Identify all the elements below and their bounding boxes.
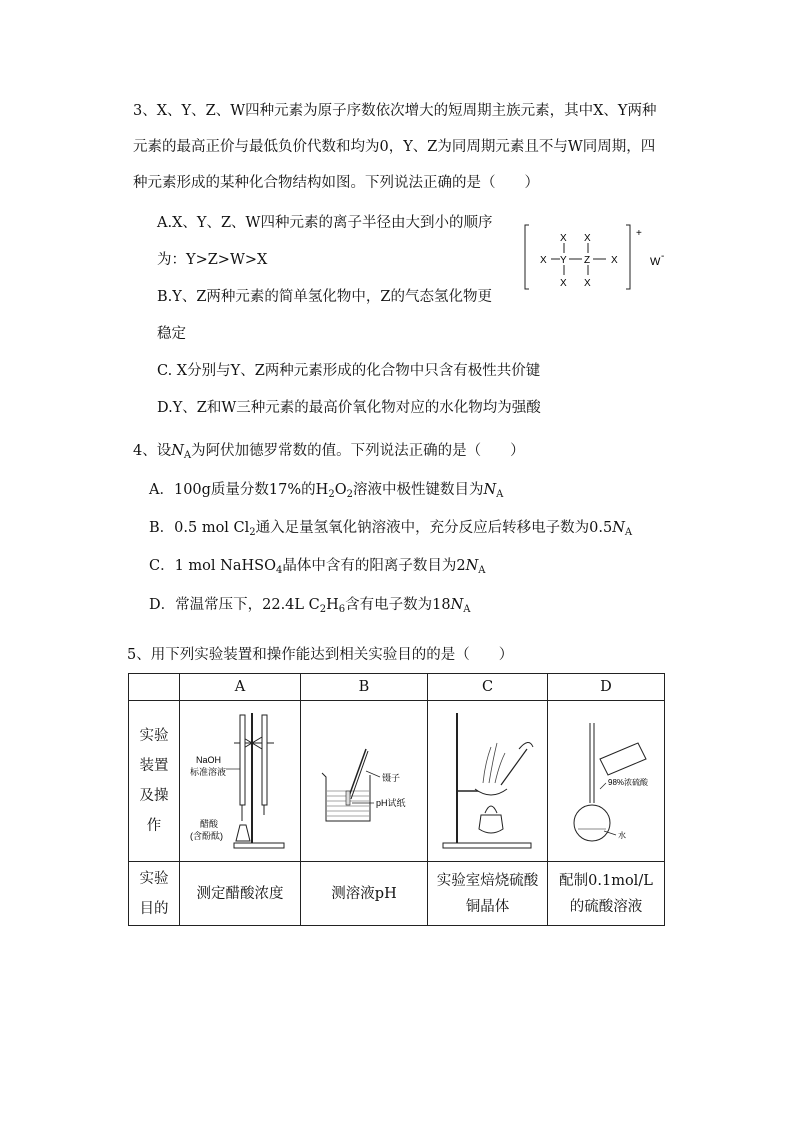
q3-stem-line2: 元素的最高正价与最低负价代数和均为0，Y、Z为同周期元素且不与W同周期，四 [133,139,656,155]
header-blank [129,674,180,701]
row-label-apparatus: 实验 装置 及操 作 [129,701,180,862]
crystal-vapor [483,743,505,783]
alcohol-lamp [479,815,503,833]
q3-stem-line3: 种元素形成的某种化合物结构如图。下列说法正确的是（ ） [133,175,539,191]
charge-plus: + [636,228,642,239]
apparatus-d-cell [548,701,665,862]
q5-experiment-table [128,673,665,926]
tweezers [348,749,366,799]
evaporating-dish [475,789,507,795]
burette-left [240,715,245,805]
q4-option-b: B．0.5 mol $Cl_2$通入足量氢氧化钠溶液中，充分反应后转移电子数为$0.5N_A$ [149,520,633,538]
header-a: A [180,674,301,701]
counter-ion-w: W [650,256,661,268]
header-c: C [428,674,548,701]
q4-option-c: C．1 mol NaHSO$_4$晶体中含有的阳离子数目为$2N_A$ [149,558,486,576]
purpose-a: 测定醋酸浓度 [180,862,301,926]
titration-apparatus-figure [182,703,298,859]
q3-stem-line1: 3、X、Y、Z、W四种元素为原子序数依次增大的短周期主族元素，其中X、Y两种 [133,103,657,119]
charge-minus: - [661,251,665,262]
stand-base [234,843,284,848]
conical-flask [236,825,250,841]
table-purpose-row [129,862,665,926]
atom-x-bottom-z: X [584,278,591,289]
label-phenolphthalein: (含酚酞) [190,831,223,841]
roasting-apparatus-figure [431,703,545,859]
label-naoh: NaOH [196,755,222,765]
volumetric-flask [574,805,610,841]
stand-base [443,843,531,848]
q3-option-a-line2: 为：Y>Z>W>X [157,252,268,268]
q3-option-a-line1: A.X、Y、Z、W四种元素的离子半径由大到小的顺序 [157,215,493,231]
atom-x-top-y: X [560,233,567,244]
purpose-c: 实验室焙烧硫酸 铜晶体 [428,862,548,926]
label-concentrated-sulfuric-acid: 98%浓硫酸 [608,778,649,787]
atom-z: Z [584,255,591,266]
flame [485,806,497,813]
atom-x-top-z: X [584,233,591,244]
atom-x-bottom-y: X [560,278,567,289]
atom-y: Y [560,255,567,266]
pouring-beaker [600,743,646,775]
q3-option-c: C. X分别与Y、Z两种元素形成的化合物中只含有极性共价键 [157,363,541,379]
ph-paper [346,791,350,805]
table-header-row [129,674,665,701]
row-label-purpose: 实验 目的 [129,862,180,926]
header-d: D [548,674,665,701]
q3-option-d: D.Y、Z和W三种元素的最高价氧化物对应的水化物均为强酸 [157,400,541,416]
header-b: B [301,674,428,701]
q5-stem: 5、用下列实验装置和操作能达到相关实验目的的是（ ） [127,647,514,663]
glass-rod [501,749,527,785]
ph-test-figure [304,703,424,859]
burette-right [262,715,267,805]
q3-structure-diagram [520,222,680,294]
table-apparatus-row [129,701,665,862]
bracket-right [626,225,630,289]
solution-prep-figure [550,703,662,859]
purpose-d: 配制0.1mol/L 的硫酸溶液 [548,862,665,926]
q4-option-a: A．100g质量分数17%的$H_2O_2$溶液中极性键数目为$N_A$ [149,482,504,500]
apparatus-a-cell [180,701,301,862]
q3-option-b-line2: 稳定 [157,326,186,342]
q4-option-d: D．常温常压下，22.4L $C_2H_6$含有电子数为$18N_A$ [149,597,471,615]
label-standard-solution: 标准溶液 [190,767,227,777]
q3-option-b-line1: B.Y、Z两种元素的简单氢化物中，Z的气态氢化物更 [157,289,492,305]
purpose-b: 测溶液pH [301,862,428,926]
label-ph-paper: pH试纸 [376,798,406,808]
label-acetic-acid: 醋酸 [200,819,219,829]
label-water: 水 [618,831,626,840]
atom-x-left: X [540,255,547,266]
apparatus-c-cell [428,701,548,862]
q4-stem: 4、设$N_A$为阿伏加德罗常数的值。下列说法正确的是（ ） [133,443,525,461]
atom-x-right: X [611,255,618,266]
label-tweezers: 镊子 [382,773,401,783]
bracket-left [525,225,529,289]
apparatus-b-cell [301,701,428,862]
